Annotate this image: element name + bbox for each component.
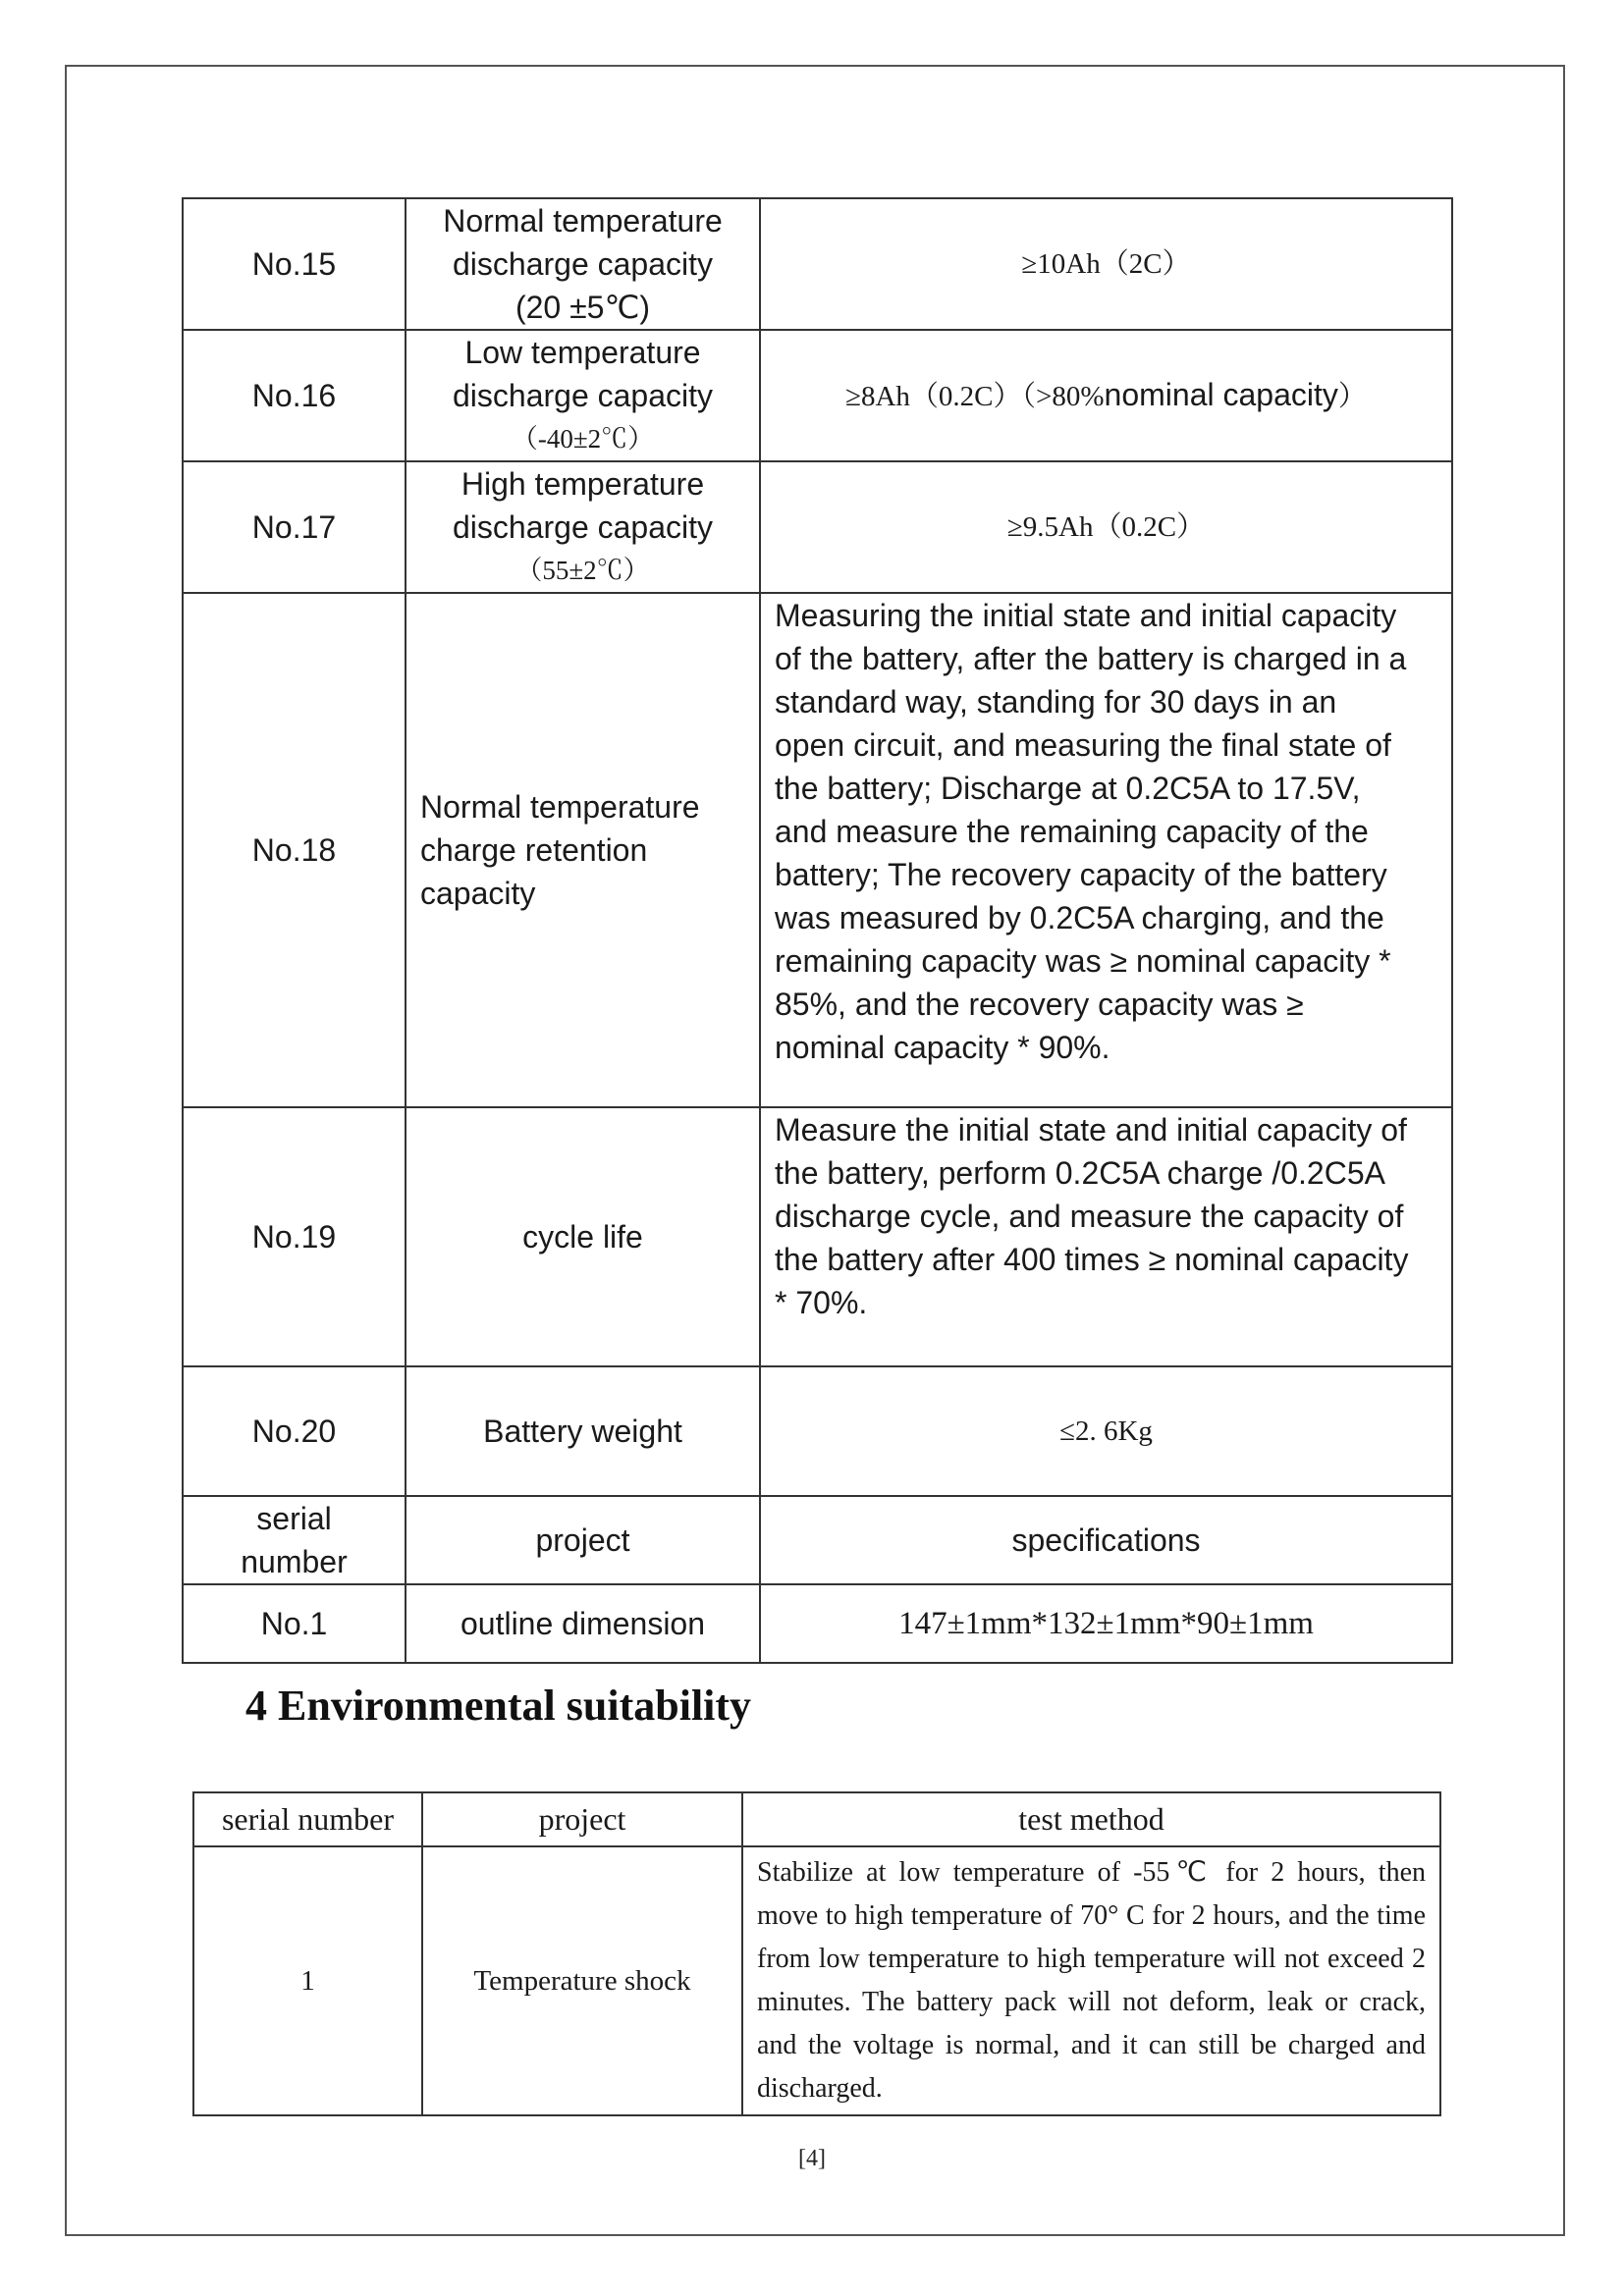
spec-cell [760, 593, 1452, 1107]
spec-value: nominal capacity [1104, 377, 1338, 412]
spec-cell: ≤2. 6Kg [760, 1366, 1452, 1496]
header-project: project [422, 1792, 742, 1846]
spec-line: Measure the initial state and initial capacity of [775, 1112, 1407, 1148]
spec-value: ） [1337, 381, 1367, 412]
table-row [183, 330, 1452, 461]
serial-cell: No.20 [183, 1366, 406, 1496]
table-row [183, 198, 1452, 330]
section-heading: 4 Environmental suitability [245, 1682, 752, 1730]
header-line: number [241, 1544, 348, 1579]
table-header-row [183, 1496, 1452, 1584]
header-serial-number: serial number [193, 1792, 422, 1846]
project-cell [406, 593, 760, 1107]
project-cell: outline dimension [406, 1584, 760, 1663]
spec-line: nominal capacity * 90%. [775, 1030, 1110, 1065]
project-line: Normal temperature [443, 203, 723, 239]
project-line: discharge capacity [452, 246, 714, 282]
project-line: （55±2℃） [515, 556, 650, 585]
project-cell [406, 198, 760, 330]
spec-line: and measure the remaining capacity of the [775, 814, 1369, 849]
project-line: discharge capacity [452, 378, 714, 413]
table-row [183, 593, 1452, 1107]
project-cell [406, 330, 760, 461]
project-cell: Battery weight [406, 1366, 760, 1496]
project-cell [406, 461, 760, 593]
table-row [183, 1584, 1452, 1663]
table-row [183, 1107, 1452, 1366]
serial-cell: 1 [193, 1846, 422, 2115]
spec-cell [760, 1107, 1452, 1366]
serial-cell: No.18 [183, 593, 406, 1107]
project-line: Low temperature [464, 335, 701, 370]
spec-line: the battery, perform 0.2C5A charge /0.2C5A [775, 1155, 1385, 1191]
table-header-row [193, 1792, 1440, 1846]
project-cell: cycle life [406, 1107, 760, 1366]
project-line: （-40±2℃） [511, 424, 655, 454]
project-line: High temperature [460, 466, 705, 502]
serial-cell: No.15 [183, 198, 406, 330]
spec-line: open circuit, and measuring the final state of [775, 727, 1391, 763]
spec-cell [760, 330, 1452, 461]
spec-cell: ≥9.5Ah（0.2C） [760, 461, 1452, 593]
project-line: charge retention [420, 832, 648, 868]
table-row [193, 1846, 1440, 2115]
table-row [183, 461, 1452, 593]
header-line: serial [256, 1501, 332, 1536]
table-row [183, 1366, 1452, 1496]
project-line: Normal temperature [420, 789, 700, 825]
spec-line: * 70%. [775, 1285, 868, 1320]
page-number: [4] [798, 2146, 826, 2171]
serial-cell: No.16 [183, 330, 406, 461]
spec-cell: 147±1mm*132±1mm*90±1mm [760, 1584, 1452, 1663]
project-line: capacity [420, 876, 536, 911]
spec-line: 85%, and the recovery capacity was ≥ [775, 987, 1304, 1022]
specifications-table [182, 197, 1453, 1664]
serial-header-cell [183, 1496, 406, 1584]
spec-line: of the battery, after the battery is charged in a [775, 641, 1407, 676]
spec-line: was measured by 0.2C5A charging, and the [775, 900, 1384, 935]
spec-line: standard way, standing for 30 days in an [775, 684, 1337, 720]
project-line: discharge capacity [452, 509, 714, 545]
environmental-table [192, 1791, 1441, 2116]
spec-line: discharge cycle, and measure the capacity of [775, 1199, 1404, 1234]
spec-line: remaining capacity was ≥ nominal capacity * [775, 943, 1391, 979]
spec-line: the battery after 400 times ≥ nominal capacity [775, 1242, 1409, 1277]
spec-cell: ≥10Ah（2C） [760, 198, 1452, 330]
spec-line: battery; The recovery capacity of the battery [775, 857, 1387, 892]
serial-cell: No.19 [183, 1107, 406, 1366]
spec-value: ≥8Ah（0.2C）（>80% [845, 381, 1105, 412]
serial-cell: No.17 [183, 461, 406, 593]
serial-cell: No.1 [183, 1584, 406, 1663]
project-line: (20 ±5℃) [514, 290, 651, 325]
spec-line: Measuring the initial state and initial capacity [775, 598, 1397, 633]
spec-header-cell: specifications [760, 1496, 1452, 1584]
project-header-cell: project [406, 1496, 760, 1584]
spec-line: the battery; Discharge at 0.2C5A to 17.5V, [775, 771, 1361, 806]
project-cell: Temperature shock [422, 1846, 742, 2115]
header-test-method: test method [742, 1792, 1440, 1846]
test-method-cell: Stabilize at low temperature of -55℃ for 2 hours, then move to high temperature of 70° C for 2 hours, and the time from low temperature to high temperature will not exceed 2 minutes. The battery pack will not deform, leak or crack, and the voltage is normal, and it can still be charged and discharged. [742, 1846, 1440, 2115]
